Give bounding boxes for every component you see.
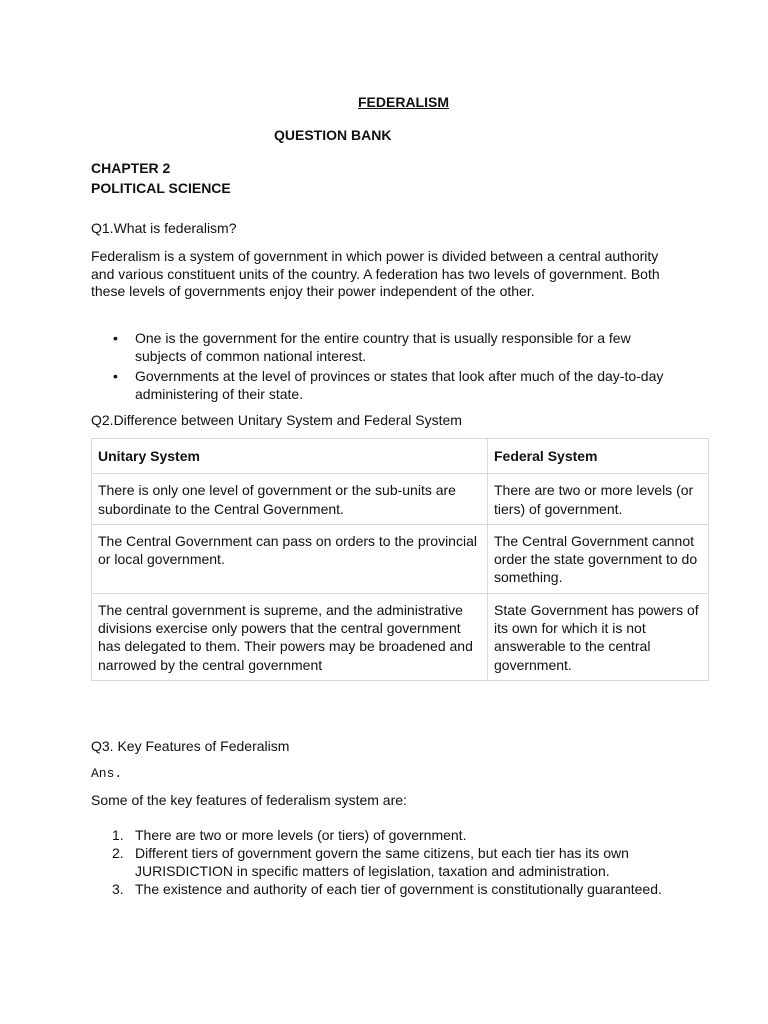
- list-item: [91, 880, 681, 898]
- list-item: [91, 844, 681, 880]
- chapter-heading: CHAPTER 2: [91, 160, 171, 176]
- table-row: [92, 474, 709, 525]
- document-title: FEDERALISM: [358, 94, 449, 110]
- question-1: Q1.What is federalism?: [91, 220, 237, 236]
- table-cell: The Central Government cannot order the state government to do something.: [488, 524, 709, 593]
- document-subtitle: QUESTION BANK: [274, 127, 392, 143]
- table-header-row: [92, 439, 709, 474]
- answer-1-bullet-list: [91, 329, 681, 405]
- table-cell: The central government is supreme, and the administrative divisions exercise only powers that the central government has delegated to them. Their powers may be broadened and narrowed by the central government: [92, 593, 488, 680]
- list-number: 2.: [112, 845, 124, 861]
- table-cell: There are two or more levels (or tiers) of government.: [488, 474, 709, 525]
- list-item-text: The existence and authority of each tier of government is constitutionally guaranteed.: [135, 881, 662, 897]
- subject-heading: POLITICAL SCIENCE: [91, 180, 231, 196]
- list-number: 1.: [112, 827, 124, 843]
- table-cell: The Central Government can pass on orders to the provincial or local government.: [92, 524, 488, 593]
- table-row: [92, 593, 709, 680]
- table-header-cell: Federal System: [488, 439, 709, 474]
- table-row: [92, 524, 709, 593]
- list-item-text: There are two or more levels (or tiers) of government.: [135, 827, 467, 843]
- question-3: Q3. Key Features of Federalism: [91, 738, 290, 754]
- answer-1-paragraph: Federalism is a system of government in which power is divided between a central authority and various constituent units of the country. A federation has two levels of government. Both these levels of governments enjoy their power independent of the other.: [91, 248, 660, 299]
- list-item: • Governments at the level of provinces or states that look after much of the day-to-day administering of their state.: [91, 367, 681, 403]
- list-item-text: Different tiers of government govern the same citizens, but each tier has its own JURISDICTION in specific matters of legislation, taxation and administration.: [135, 845, 629, 879]
- table-cell: State Government has powers of its own for which it is not answerable to the central government.: [488, 593, 709, 680]
- list-item: • One is the government for the entire country that is usually responsible for a few subjects of common national interest.: [91, 329, 681, 365]
- answer-label: Ans.: [91, 766, 123, 781]
- key-features-list: [91, 826, 681, 898]
- question-2: Q2.Difference between Unitary System and Federal System: [91, 412, 462, 428]
- answer-3-intro: Some of the key features of federalism system are:: [91, 792, 407, 808]
- table-cell: There is only one level of government or the sub-units are subordinate to the Central Government.: [92, 474, 488, 525]
- comparison-table: [91, 438, 709, 681]
- list-number: 3.: [112, 881, 124, 897]
- table-header-cell: Unitary System: [92, 439, 488, 474]
- list-item: [91, 826, 681, 844]
